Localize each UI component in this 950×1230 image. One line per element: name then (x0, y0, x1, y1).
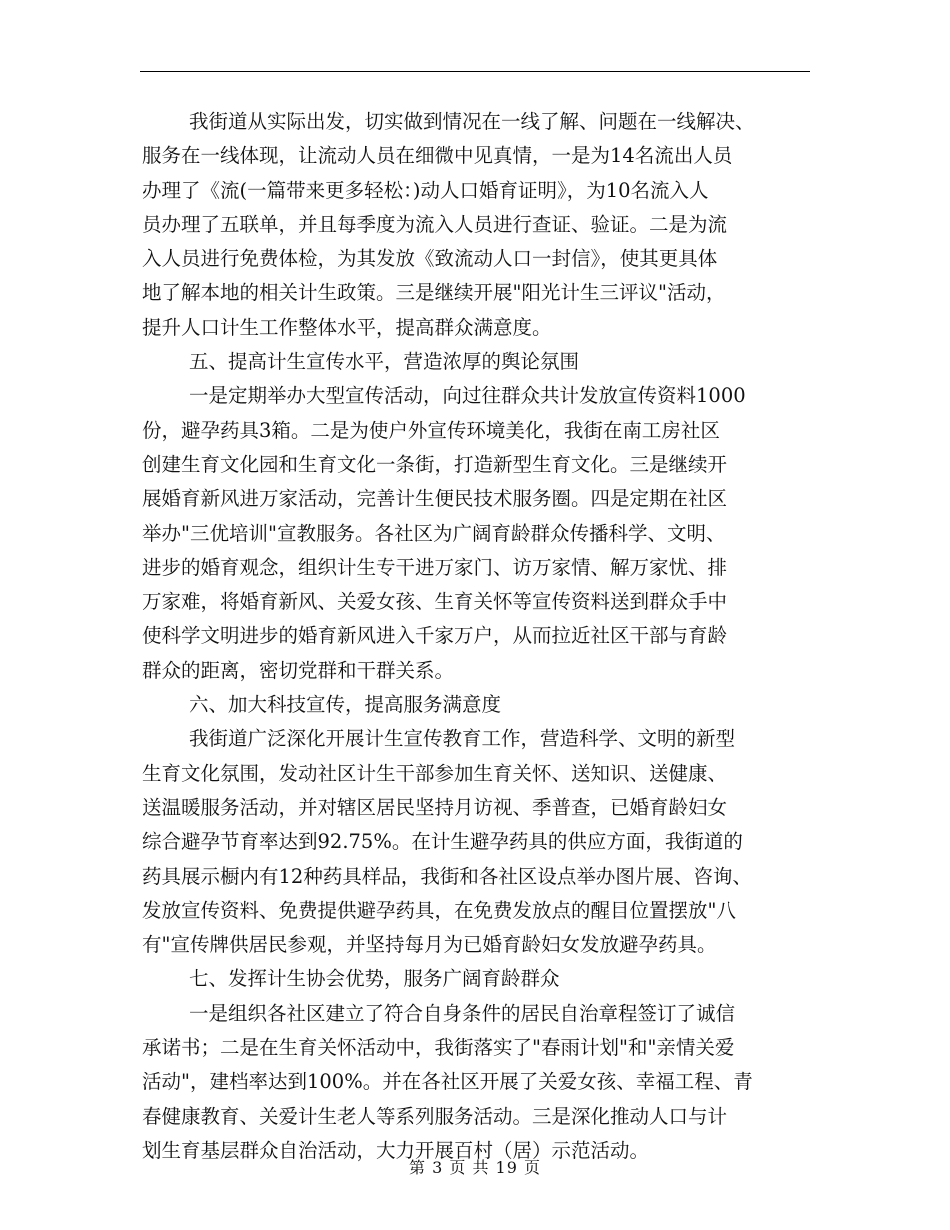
text-line: 承诺书；二是在生育关怀活动中，我街落实了"春雨计划"和"亲情关爱 (142, 1036, 735, 1060)
text-line: 提升人口计生工作整体水平，提高群众满意度。 (142, 315, 552, 339)
text-line: 创建生育文化园和生育文化一条街，打造新型生育文化。三是继续开 (142, 452, 728, 476)
text-line: 发放宣传资料、免费提供避孕药具，在免费发放点的醒目位置摆放"八 (142, 898, 736, 922)
text-line: 药具展示橱内有12种药具样品，我街和各社区设点举办图片展、咨询、 (142, 864, 752, 888)
text-line: 划生育基层群众自治活动，大力开展百村（居）示范活动。 (142, 1138, 650, 1162)
text-line: 五、提高计生宣传水平，营造浓厚的舆论氛围 (189, 350, 580, 374)
text-line: 一是定期举办大型宣传活动，向过往群众共计发放宣传资料1000 (189, 384, 746, 408)
page-number: 第 3 页 共 19 页 (409, 1158, 541, 1177)
text-line: 我街道广泛深化开展计生宣传教育工作，营造科学、文明的新型 (189, 727, 736, 751)
text-line: 服务在一线体现，让流动人员在细微中见真情，一是为14名流出人员 (142, 144, 733, 168)
text-line: 活动"，建档率达到100%。并在各社区开展了关爱女孩、幸福工程、青 (142, 1070, 753, 1094)
text-line: 七、发挥计生协会优势，服务广阔育龄群众 (189, 967, 560, 991)
text-line: 进步的婚育观念，组织计生专干进万家门、访万家情、解万家忧、排 (142, 555, 728, 579)
document-body (142, 105, 812, 1168)
text-line: 有"宣传牌供居民参观，并坚持每月为已婚育龄妇女发放避孕药具。 (142, 933, 717, 957)
text-line: 万家难，将婚育新风、关爱女孩、生育关怀等宣传资料送到群众手中 (142, 590, 728, 614)
text-line: 办理了《流(一篇带来更多轻松：)动人口婚育证明》，为10名流入人 (142, 178, 709, 202)
text-line: 举办"三优培训"宣教服务。各社区为广阔育龄群众传播科学、文明、 (142, 521, 726, 545)
text-line: 入人员进行免费体检，为其发放《致流动人口一封信》，使其更具体 (142, 247, 718, 271)
text-line: 使科学文明进步的婚育新风进入千家万户，从而拉近社区干部与育龄 (142, 624, 728, 648)
text-line: 生育文化氛围，发动社区计生干部参加生育关怀、送知识、送健康、 (142, 761, 728, 785)
text-line: 份，避孕药具3箱。二是为使户外宣传环境美化，我街在南工房社区 (142, 418, 720, 442)
text-line: 综合避孕节育率达到92.75%。在计生避孕药具的供应方面，我街道的 (142, 830, 743, 854)
text-line: 送温暖服务活动，并对辖区居民坚持月访视、季普查，已婚育龄妇女 (142, 795, 728, 819)
text-line: 春健康教育、关爱计生老人等系列服务活动。三是深化推动人口与计 (142, 1104, 728, 1128)
text-line: 员办理了五联单，并且每季度为流入人员进行查证、验证。二是为流 (142, 212, 728, 236)
header-rule (140, 71, 810, 72)
text-line: 地了解本地的相关计生政策。三是继续开展"阳光计生三评议"活动， (142, 281, 726, 305)
text-line: 我街道从实际出发，切实做到情况在一线了解、问题在一线解决、 (189, 110, 755, 133)
text-line: 一是组织各社区建立了符合自身条件的居民自治章程签订了诚信 (189, 1001, 736, 1025)
text-line: 六、加大科技宣传，提高服务满意度 (189, 693, 502, 717)
text-line: 群众的距离，密切党群和干群关系。 (142, 658, 455, 682)
text-line: 展婚育新风进万家活动，完善计生便民技术服务圈。四是定期在社区 (142, 487, 728, 511)
